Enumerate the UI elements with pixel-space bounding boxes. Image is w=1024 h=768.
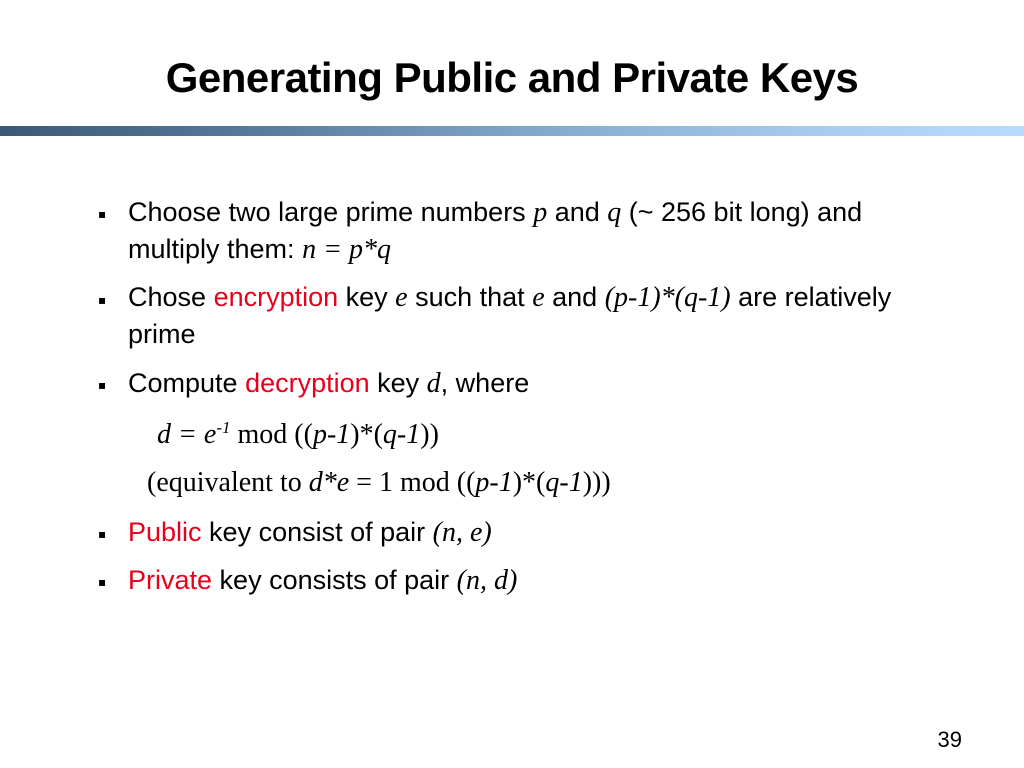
eq1-mod: mod (( [230,419,313,450]
var-e-2: e [532,282,545,313]
bullet-2-text-e: are relatively prime [128,282,892,349]
private-highlight: Private [128,565,213,595]
bullet-4-text-a: key consist of pair [201,517,433,547]
eq2-mid: )*( [512,467,546,498]
public-highlight: Public [128,517,202,547]
title-divider [0,126,1024,136]
var-e: e [395,282,408,313]
page-number: 39 [937,727,962,752]
bullet-marker-2: ▪ [98,293,107,307]
slide-title: Generating Public and Private Keys [165,54,859,101]
decryption-highlight: decryption [245,368,370,398]
bullet-2-text-d: and [544,282,605,312]
bullet-marker-4: ▪ [98,527,107,541]
bullet-marker-3: ▪ [98,378,107,392]
eq1-q: q-1 [382,419,421,450]
bullet-item-3 [128,365,928,402]
equation-d [157,417,439,453]
bullet-1-text-b: and [547,197,608,227]
bullet-1-text-a: Choose two large prime numbers [128,197,534,227]
bullet-2-text-b: key [338,282,396,312]
eq2-lhs: d*e [308,467,350,498]
eq2-close: ))) [582,467,611,498]
eq1-close: )) [420,419,439,450]
bullet-item-4 [128,514,928,551]
bullet-3-text-a: Compute [128,368,246,398]
eq2-rel: = 1 mod (( [349,467,476,498]
bullet-item-2 [128,279,928,352]
var-p: p [533,197,548,228]
bullet-2-text-c: such that [407,282,533,312]
bullet-1-text-c: (~ 256 bit long) and multiply them: [128,197,863,264]
formula-n: n = p*q [302,234,391,265]
bullet-marker-1: ▪ [98,207,107,221]
eq2-open: (equivalent to [147,467,309,498]
eq2-q: q-1 [545,467,583,498]
var-q: q [607,197,622,228]
formula-phi: (p-1)*(q-1) [604,282,731,313]
public-key-pair: (n, e) [432,517,492,548]
bullet-5-text-a: key consists of pair [212,565,457,595]
bullet-3-text-b: key [369,368,427,398]
bullet-item-5 [128,562,928,599]
eq1-lhs: d = e [157,419,217,450]
bullet-marker-5: ▪ [98,575,107,589]
eq1-p: p-1 [312,419,351,450]
eq1-mid: )*( [350,419,383,450]
private-key-pair: (n, d) [456,565,518,596]
eq2-p: p-1 [475,467,513,498]
bullet-item-1 [128,194,928,268]
bullet-2-text-a: Chose [128,282,214,312]
equation-equivalent [147,465,611,501]
eq1-exponent: -1 [216,418,231,437]
bullet-3-text-c: , where [440,368,530,398]
var-d: d [426,368,441,399]
encryption-highlight: encryption [213,282,339,312]
